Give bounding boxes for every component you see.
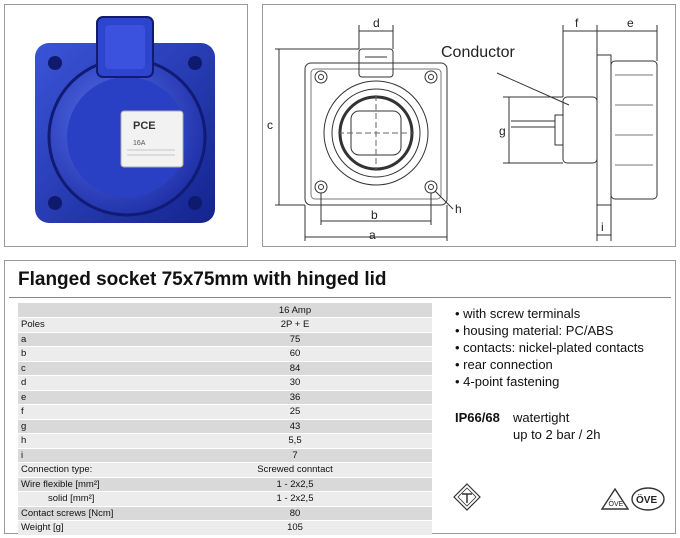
spec-label: i	[18, 448, 158, 463]
spec-row	[18, 361, 432, 376]
dimension-drawing	[263, 5, 675, 246]
spec-row	[18, 434, 432, 449]
product-title: Flanged socket 75x75mm with hinged lid	[18, 269, 387, 290]
feature-item: • with screw terminals	[455, 305, 644, 322]
ip-rating	[455, 409, 600, 443]
spec-label	[18, 303, 158, 318]
spec-row	[18, 318, 432, 333]
spec-label: Weight [g]	[18, 521, 158, 536]
spec-row	[18, 492, 432, 507]
feature-list	[455, 305, 644, 390]
spec-row	[18, 390, 432, 405]
spec-value: 80	[158, 506, 432, 521]
spec-value: 5,5	[158, 434, 432, 449]
spec-label: Connection type:	[18, 463, 158, 478]
dim-label-e: e	[627, 16, 634, 30]
feature-item: • contacts: nickel-plated contacts	[455, 339, 644, 356]
spec-row	[18, 419, 432, 434]
approval-mark-icon	[453, 483, 481, 511]
spec-label: solid [mm²]	[18, 492, 158, 507]
dim-label-f: f	[575, 16, 579, 30]
spec-row	[18, 463, 432, 478]
spec-value: 16 Amp	[158, 303, 432, 318]
spec-value: 1 - 2x2,5	[158, 492, 432, 507]
ip-line-1: watertight	[513, 410, 570, 425]
spec-value: 1 - 2x2,5	[158, 477, 432, 492]
ip-code: IP66/68	[455, 410, 500, 425]
spec-value: 75	[158, 332, 432, 347]
spec-label: e	[18, 390, 158, 405]
ove-badge-icon	[631, 487, 665, 511]
spec-value: 60	[158, 347, 432, 362]
spec-label: Wire flexible [mm²]	[18, 477, 158, 492]
spec-row	[18, 521, 432, 536]
conductor-label: Conductor	[441, 44, 515, 61]
spec-label: f	[18, 405, 158, 420]
ove-triangle-icon	[601, 487, 629, 511]
dim-label-a: a	[369, 228, 376, 242]
spec-value: 36	[158, 390, 432, 405]
spec-value: 43	[158, 419, 432, 434]
spec-value: 2P + E	[158, 318, 432, 333]
feature-item: • housing material: PC/ABS	[455, 322, 644, 339]
spec-label: Contact screws [Ncm]	[18, 506, 158, 521]
dim-label-c: c	[267, 118, 273, 132]
title-divider	[9, 297, 671, 298]
feature-item: • 4-point fastening	[455, 373, 644, 390]
spec-label: h	[18, 434, 158, 449]
dim-label-d: d	[373, 16, 380, 30]
feature-item: • rear connection	[455, 356, 644, 373]
spec-row	[18, 448, 432, 463]
spec-row	[18, 347, 432, 362]
ove-small-text: ÖVE	[608, 501, 624, 508]
dim-label-g: g	[499, 124, 506, 138]
spec-row	[18, 303, 432, 318]
spec-row	[18, 332, 432, 347]
ove-text: ÖVE	[636, 495, 658, 506]
spec-row	[18, 477, 432, 492]
spec-label: b	[18, 347, 158, 362]
specifications-panel	[4, 260, 676, 534]
rating-label: 16A	[133, 140, 146, 147]
spec-value: 25	[158, 405, 432, 420]
dim-label-b: b	[371, 208, 378, 222]
spec-label: d	[18, 376, 158, 391]
spec-value: Screwed conntact	[158, 463, 432, 478]
socket-photo	[5, 5, 247, 246]
spec-value: 7	[158, 448, 432, 463]
product-photo	[4, 4, 248, 247]
spec-value: 30	[158, 376, 432, 391]
technical-drawing	[262, 4, 676, 247]
spec-row	[18, 376, 432, 391]
spec-row	[18, 506, 432, 521]
spec-value: 84	[158, 361, 432, 376]
spec-label: g	[18, 419, 158, 434]
dim-label-h: h	[455, 202, 462, 216]
spec-label: Poles	[18, 318, 158, 333]
ip-line-2: up to 2 bar / 2h	[513, 427, 601, 442]
dim-label-i: i	[601, 220, 604, 234]
spec-label: a	[18, 332, 158, 347]
spec-label: c	[18, 361, 158, 376]
spec-value: 105	[158, 521, 432, 536]
brand-label: PCE	[133, 120, 156, 132]
spec-table	[18, 303, 432, 536]
spec-row	[18, 405, 432, 420]
